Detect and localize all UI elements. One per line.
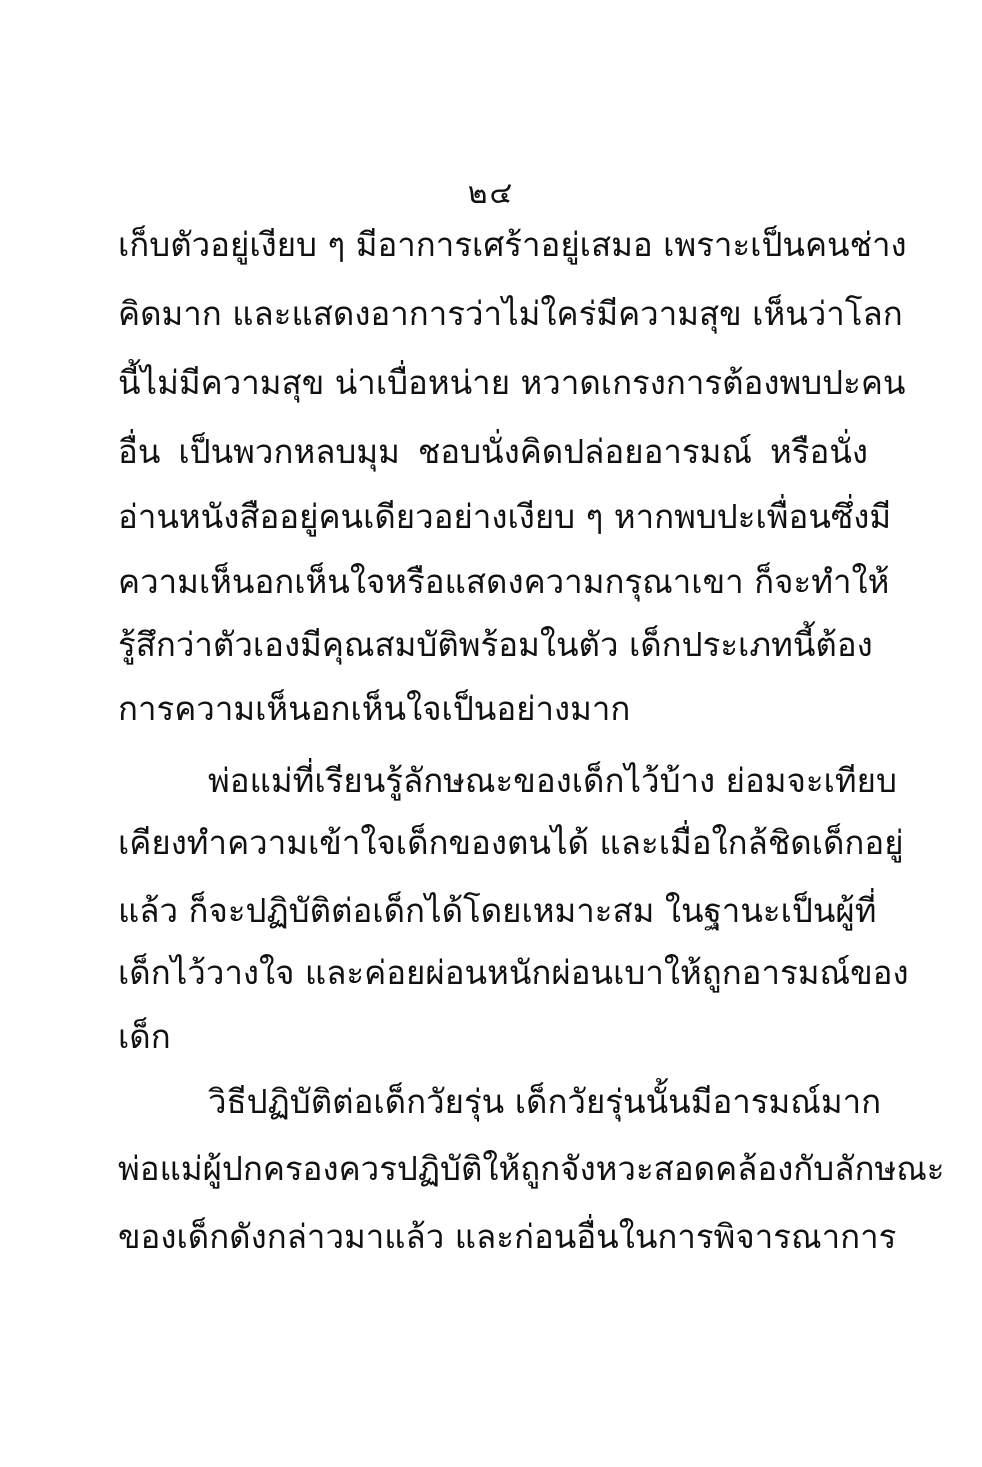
text-line: การความเห็นอกเห็นใจเป็นอย่างมาก xyxy=(118,689,631,728)
text-line: แล้ว ก็จะปฏิบัติต่อเด็กได้โดยเหมาะสม ในฐานะเป็นผู้ที่ xyxy=(118,891,877,930)
page-number: ๒๔ xyxy=(467,176,515,211)
text-line: เด็กไว้วางใจ และค่อยผ่อนหนักผ่อนเบาให้ถูกอารมณ์ของ xyxy=(118,953,909,992)
text-line: อ่านหนังสืออยู่คนเดียวอย่างเงียบ ๆ หากพบปะเพื่อนซึ่งมี xyxy=(118,497,892,536)
text-line: พ่อแม่ผู้ปกครองควรปฏิบัติให้ถูกจังหวะสอดคล้องกับลักษณะ xyxy=(118,1149,945,1188)
text-line: อื่น เป็นพวกหลบมุม ชอบนั่งคิดปล่อยอารมณ์ หรือนั่ง xyxy=(118,432,868,471)
paragraph-first-line: วิธีปฏิบัติต่อเด็กวัยรุ่น เด็กวัยรุ่นนั้นมีอารมณ์มาก xyxy=(208,1082,882,1121)
text-line: คิดมาก และแสดงอาการว่าไม่ใคร่มีความสุข เห็นว่าโลก xyxy=(118,294,903,333)
text-line: เคียงทำความเข้าใจเด็กของตนได้ และเมื่อใกล้ชิดเด็กอยู่ xyxy=(118,823,904,862)
text-line: เก็บตัวอยู่เงียบ ๆ มีอาการเศร้าอยู่เสมอ เพราะเป็นคนช่าง xyxy=(118,225,907,264)
text-line: เด็ก xyxy=(118,1017,171,1056)
text-line: ของเด็กดังกล่าวมาแล้ว และก่อนอื่นในการพิจารณาการ xyxy=(118,1217,897,1256)
text-line: นี้ไม่มีความสุข น่าเบื่อหน่าย หวาดเกรงการต้องพบปะคน xyxy=(118,363,906,402)
paragraph-first-line: พ่อแม่ที่เรียนรู้ลักษณะของเด็กไว้บ้าง ย่อมจะเทียบ xyxy=(208,761,897,800)
text-line: รู้สึกว่าตัวเองมีคุณสมบัติพร้อมในตัว เด็กประเภทนี้ต้อง xyxy=(118,625,873,664)
text-line: ความเห็นอกเห็นใจหรือแสดงความกรุณาเขา ก็จะทำให้ xyxy=(118,562,890,601)
